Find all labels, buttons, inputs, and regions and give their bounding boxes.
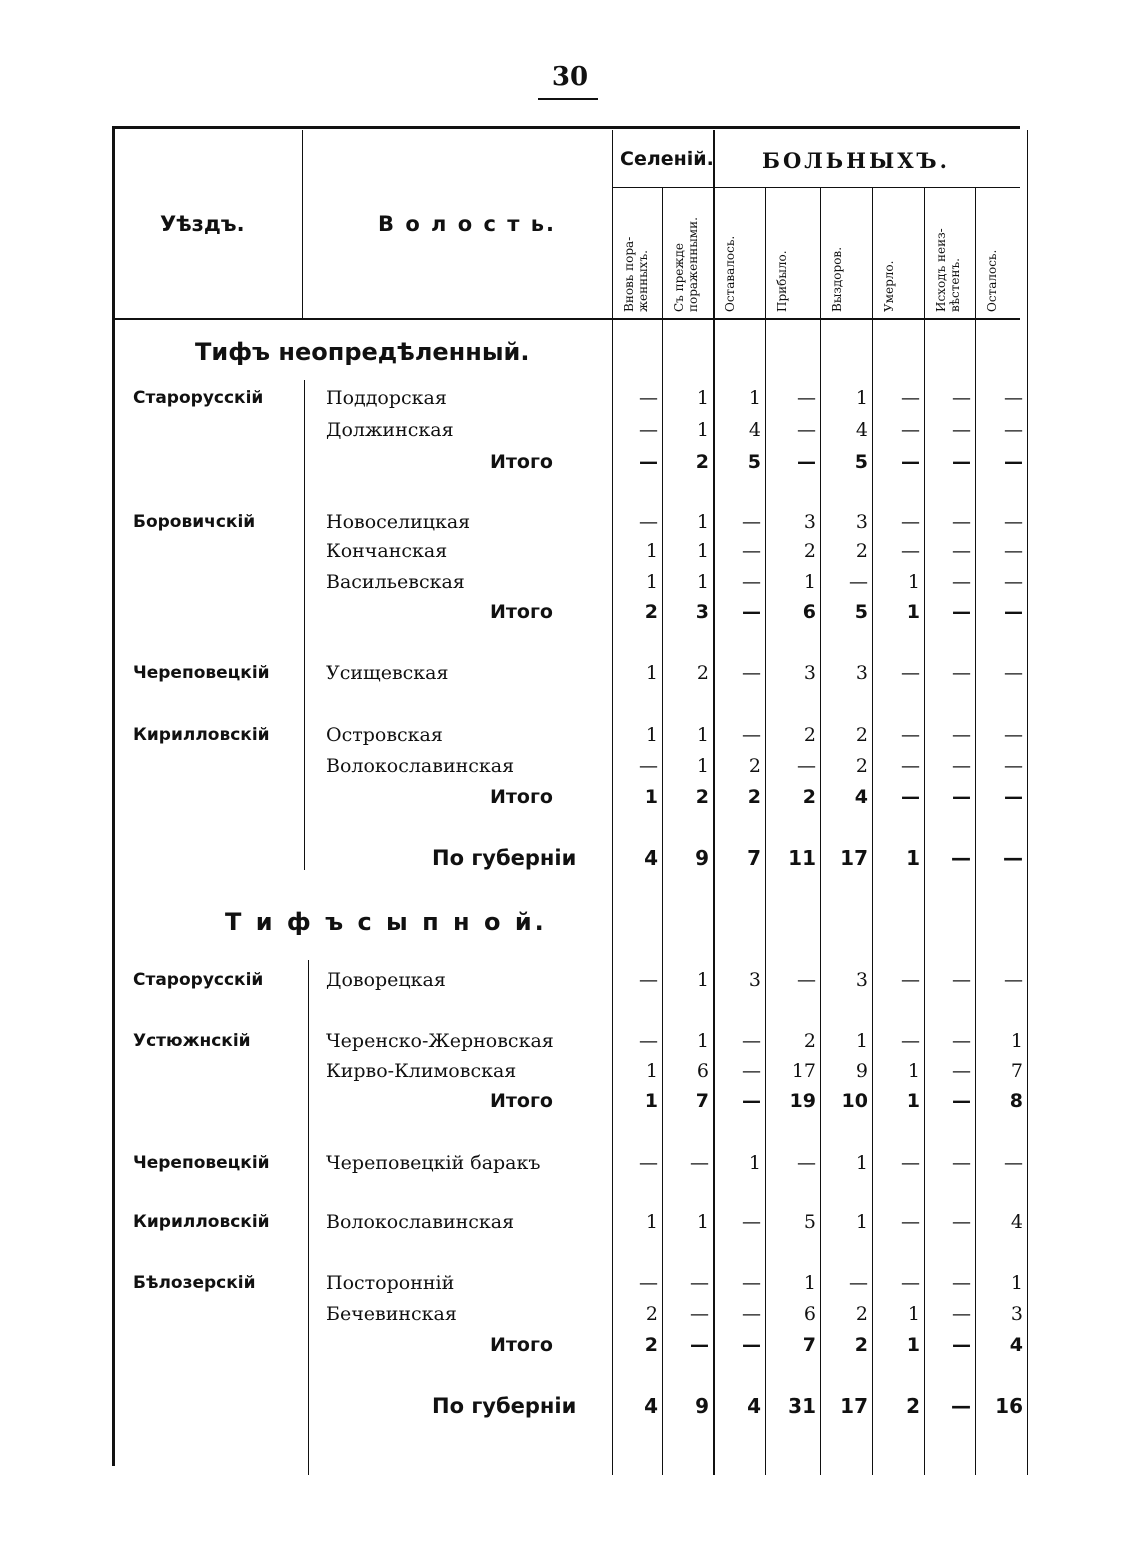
table-cell: — <box>1004 540 1023 562</box>
column-header: Осталось. <box>985 249 999 312</box>
table-cell: — <box>901 662 920 684</box>
table-cell: 1 <box>644 1090 658 1112</box>
table-cell: — <box>742 662 761 684</box>
volost-name: Усищевская <box>326 662 449 684</box>
table-cell: — <box>639 1030 658 1052</box>
table-cell: 3 <box>803 662 816 684</box>
table-cell: 1 <box>1010 1030 1023 1052</box>
table-cell: 2 <box>645 1303 658 1325</box>
table-cell: — <box>952 786 971 808</box>
table-cell: — <box>1004 511 1023 533</box>
column-header: Умерло. <box>882 260 896 312</box>
table-cell: 2 <box>855 540 868 562</box>
table-cell: — <box>952 1211 971 1233</box>
table-cell: 9 <box>695 1394 709 1418</box>
table-cell: — <box>901 755 920 777</box>
table-cell: — <box>639 451 658 473</box>
table-cell: — <box>952 1303 971 1325</box>
table-cell: 31 <box>788 1394 816 1418</box>
table-cell: — <box>951 846 971 870</box>
header-seleniy: Селеній. <box>620 148 714 170</box>
table-cell: — <box>952 1152 971 1174</box>
table-cell: — <box>1004 724 1023 746</box>
table-cell: — <box>952 1272 971 1294</box>
table-cell: 2 <box>644 1334 658 1356</box>
uezd-name: Устюжнскій <box>133 1031 251 1051</box>
volost-name: Череповецкій баракъ <box>326 1152 541 1174</box>
table-cell: — <box>797 387 816 409</box>
table-cell: — <box>1004 786 1023 808</box>
volost-name: Итого <box>490 451 553 473</box>
table-cell: 3 <box>748 969 761 991</box>
uezd-volost-divider <box>302 130 303 318</box>
table-cell: 6 <box>803 1303 816 1325</box>
volost-name: Должинская <box>326 419 454 441</box>
table-cell: — <box>901 1152 920 1174</box>
table-cell: 7 <box>1010 1060 1023 1082</box>
table-cell: — <box>952 451 971 473</box>
table-cell: 2 <box>748 755 761 777</box>
table-cell: — <box>952 601 971 623</box>
table-cell: — <box>1004 969 1023 991</box>
table-cell: — <box>901 786 920 808</box>
table-cell: 2 <box>802 786 816 808</box>
table-cell: — <box>639 419 658 441</box>
table-cell: 1 <box>907 1303 920 1325</box>
table-cell: — <box>901 451 920 473</box>
volost-name: По губерніи <box>432 1394 577 1418</box>
header-volost: В о л о с т ь. <box>378 212 556 236</box>
header-uezd: Уѣздъ. <box>160 212 245 236</box>
table-cell: 5 <box>747 451 761 473</box>
table-cell: 2 <box>803 1030 816 1052</box>
table-cell: 1 <box>696 387 709 409</box>
table-cell: 17 <box>791 1060 816 1082</box>
table-cell: 1 <box>906 1334 920 1356</box>
volost-name: Посторонній <box>326 1272 455 1294</box>
uezd-name: Боровичскій <box>133 512 256 532</box>
group-header-rule <box>612 187 1020 188</box>
table-cell: 2 <box>644 601 658 623</box>
table-cell: — <box>797 419 816 441</box>
volost-name: Кирво-Климовская <box>326 1060 517 1082</box>
table-cell: 1 <box>855 1211 868 1233</box>
table-cell: 4 <box>855 419 868 441</box>
table-cell: 2 <box>803 540 816 562</box>
table-cell: 4 <box>747 1394 761 1418</box>
table-cell: — <box>901 1211 920 1233</box>
table-cell: — <box>742 1303 761 1325</box>
table-cell: 1 <box>696 511 709 533</box>
table-cell: — <box>1004 755 1023 777</box>
table-cell: 1 <box>696 571 709 593</box>
volost-name: Волокославинская <box>326 755 515 777</box>
column-header: Оставалось. <box>723 235 737 312</box>
table-cell: — <box>1003 846 1023 870</box>
table-cell: — <box>952 1090 971 1112</box>
table-cell: 1 <box>644 786 658 808</box>
table-cell: — <box>639 969 658 991</box>
table-cell: — <box>742 724 761 746</box>
table-cell: — <box>849 571 868 593</box>
table-cell: 1 <box>1010 1272 1023 1294</box>
table-cell: 1 <box>696 540 709 562</box>
table-cell: — <box>952 387 971 409</box>
uezd-name: Череповецкій <box>133 663 270 683</box>
table-cell: — <box>742 1090 761 1112</box>
column-header: Прибыло. <box>775 250 789 312</box>
table-cell: 6 <box>802 601 816 623</box>
table-cell: — <box>1004 387 1023 409</box>
table-cell: — <box>742 1060 761 1082</box>
table-cell: 1 <box>696 755 709 777</box>
table-cell: — <box>952 511 971 533</box>
table-cell: — <box>901 419 920 441</box>
table-cell: 5 <box>803 1211 816 1233</box>
table-cell: 4 <box>1009 1334 1023 1356</box>
table-cell: 1 <box>907 571 920 593</box>
table-cell: 2 <box>855 755 868 777</box>
table-cell: 4 <box>748 419 761 441</box>
table-cell: — <box>901 1272 920 1294</box>
table-cell: 1 <box>645 1060 658 1082</box>
column-divider <box>1027 130 1028 1475</box>
table-cell: 17 <box>840 846 868 870</box>
table-cell: 4 <box>644 1394 658 1418</box>
table-cell: — <box>952 662 971 684</box>
table-cell: 1 <box>696 1030 709 1052</box>
table-cell: 7 <box>747 846 761 870</box>
table-cell: 4 <box>644 846 658 870</box>
table-cell: 3 <box>1010 1303 1023 1325</box>
table-cell: 6 <box>696 1060 709 1082</box>
table-cell: 9 <box>695 846 709 870</box>
table-cell: — <box>901 511 920 533</box>
volost-name: По губерніи <box>432 846 577 870</box>
table-cell: 2 <box>906 1394 920 1418</box>
uezd-name: Старорусскій <box>133 388 264 408</box>
table-cell: — <box>952 724 971 746</box>
table-cell: — <box>639 511 658 533</box>
volost-name: Поддорская <box>326 387 447 409</box>
table-cell: — <box>901 387 920 409</box>
table-cell: — <box>901 969 920 991</box>
header-bottom-rule <box>112 318 1020 320</box>
column-header: Вновь пора-женныхъ. <box>622 236 650 312</box>
table-cell: 1 <box>696 724 709 746</box>
table-cell: 2 <box>854 1334 868 1356</box>
table-cell: 1 <box>803 571 816 593</box>
table-cell: 1 <box>906 846 920 870</box>
volost-name: Итого <box>490 1334 553 1356</box>
volost-name: Кончанская <box>326 540 448 562</box>
table-cell: — <box>952 1334 971 1356</box>
table-cell: 4 <box>854 786 868 808</box>
table-cell: — <box>797 451 816 473</box>
table-cell: 3 <box>855 662 868 684</box>
table-cell: 7 <box>695 1090 709 1112</box>
table-cell: 1 <box>696 969 709 991</box>
table-cell: 11 <box>788 846 816 870</box>
uezd-name: Кирилловскій <box>133 725 270 745</box>
table-left-border <box>112 126 115 1466</box>
header-bolnykh: БОЛЬНЫХЪ. <box>762 148 950 173</box>
table-cell: — <box>742 601 761 623</box>
table-cell: — <box>952 419 971 441</box>
table-cell: — <box>797 755 816 777</box>
table-cell: — <box>742 1211 761 1233</box>
table-cell: 1 <box>803 1272 816 1294</box>
volost-name: Итого <box>490 1090 553 1112</box>
table-cell: — <box>690 1272 709 1294</box>
page-number-rule <box>538 98 598 100</box>
table-cell: — <box>797 969 816 991</box>
volost-name: Итого <box>490 786 553 808</box>
volost-name: Черенско-Жерновская <box>326 1030 554 1052</box>
table-cell: 8 <box>1009 1090 1023 1112</box>
table-cell: 2 <box>695 786 709 808</box>
table-cell: — <box>952 571 971 593</box>
table-cell: 3 <box>855 969 868 991</box>
column-header: Исходъ неиз-вѣстенъ. <box>934 228 962 312</box>
table-cell: 7 <box>802 1334 816 1356</box>
table-cell: — <box>1004 1152 1023 1174</box>
table-cell: 3 <box>695 601 709 623</box>
table-cell: — <box>952 755 971 777</box>
table-cell: 1 <box>645 724 658 746</box>
table-cell: 1 <box>645 571 658 593</box>
table-cell: — <box>690 1152 709 1174</box>
table-cell: — <box>639 1152 658 1174</box>
table-cell: 3 <box>855 511 868 533</box>
uezd-name: Бѣлозерскій <box>133 1273 256 1293</box>
uezd-name: Старорусскій <box>133 970 264 990</box>
table-cell: 16 <box>995 1394 1023 1418</box>
page-number: 30 <box>551 62 589 92</box>
table-cell: 2 <box>696 662 709 684</box>
table-cell: — <box>742 540 761 562</box>
table-cell: — <box>742 511 761 533</box>
column-header: Съ прежде пораженными. <box>672 217 700 312</box>
table-cell: 1 <box>645 540 658 562</box>
table-cell: — <box>951 1394 971 1418</box>
table-cell: 9 <box>855 1060 868 1082</box>
table-cell: 1 <box>696 419 709 441</box>
table-cell: 3 <box>803 511 816 533</box>
table-cell: 4 <box>1010 1211 1023 1233</box>
column-header: Выздоров. <box>830 246 844 312</box>
table-cell: — <box>901 540 920 562</box>
table-cell: — <box>1004 601 1023 623</box>
volost-name: Доворецкая <box>326 969 446 991</box>
table-cell: 1 <box>855 387 868 409</box>
table-cell: — <box>901 724 920 746</box>
table-cell: 17 <box>840 1394 868 1418</box>
table-cell: — <box>1004 571 1023 593</box>
table-cell: — <box>952 1060 971 1082</box>
table-cell: — <box>639 755 658 777</box>
table-cell: 5 <box>854 451 868 473</box>
volost-name: Волокославинская <box>326 1211 515 1233</box>
volost-name: Новоселицкая <box>326 511 471 533</box>
table-cell: — <box>952 969 971 991</box>
table-cell: 2 <box>803 724 816 746</box>
table-cell: 2 <box>695 451 709 473</box>
table-cell: — <box>690 1303 709 1325</box>
table-cell: — <box>797 1152 816 1174</box>
volost-name: Итого <box>490 601 553 623</box>
table-cell: 1 <box>906 601 920 623</box>
table-cell: 1 <box>855 1152 868 1174</box>
table-cell: 1 <box>855 1030 868 1052</box>
section-title: Т и ф ъ с ы п н о й. <box>225 908 547 936</box>
table-cell: — <box>742 1272 761 1294</box>
table-cell: — <box>742 1030 761 1052</box>
table-cell: 1 <box>748 387 761 409</box>
volost-column-divider <box>304 380 305 870</box>
table-cell: 2 <box>855 1303 868 1325</box>
table-cell: 10 <box>841 1090 868 1112</box>
table-cell: — <box>901 1030 920 1052</box>
table-cell: 1 <box>906 1090 920 1112</box>
volost-name: Бечевинская <box>326 1303 457 1325</box>
table-cell: 1 <box>748 1152 761 1174</box>
table-cell: — <box>639 387 658 409</box>
table-cell: 1 <box>907 1060 920 1082</box>
table-cell: 2 <box>855 724 868 746</box>
volost-name: Островская <box>326 724 443 746</box>
table-top-border <box>112 126 1020 129</box>
table-cell: — <box>742 1334 761 1356</box>
table-cell: — <box>849 1272 868 1294</box>
table-cell: 19 <box>789 1090 816 1112</box>
table-cell: 1 <box>696 1211 709 1233</box>
volost-column-divider-2 <box>308 960 309 1475</box>
table-cell: 1 <box>645 662 658 684</box>
table-cell: 2 <box>747 786 761 808</box>
table-cell: — <box>1004 662 1023 684</box>
volost-name: Васильевская <box>326 571 465 593</box>
table-cell: — <box>952 1030 971 1052</box>
table-cell: — <box>690 1334 709 1356</box>
uezd-name: Череповецкій <box>133 1153 270 1173</box>
table-cell: — <box>742 571 761 593</box>
table-cell: — <box>952 540 971 562</box>
uezd-name: Кирилловскій <box>133 1212 270 1232</box>
table-cell: — <box>639 1272 658 1294</box>
table-cell: — <box>1004 419 1023 441</box>
table-cell: — <box>1004 451 1023 473</box>
table-cell: 1 <box>645 1211 658 1233</box>
table-cell: 5 <box>854 601 868 623</box>
section-title: Тифъ неопредѣленный. <box>195 338 530 366</box>
